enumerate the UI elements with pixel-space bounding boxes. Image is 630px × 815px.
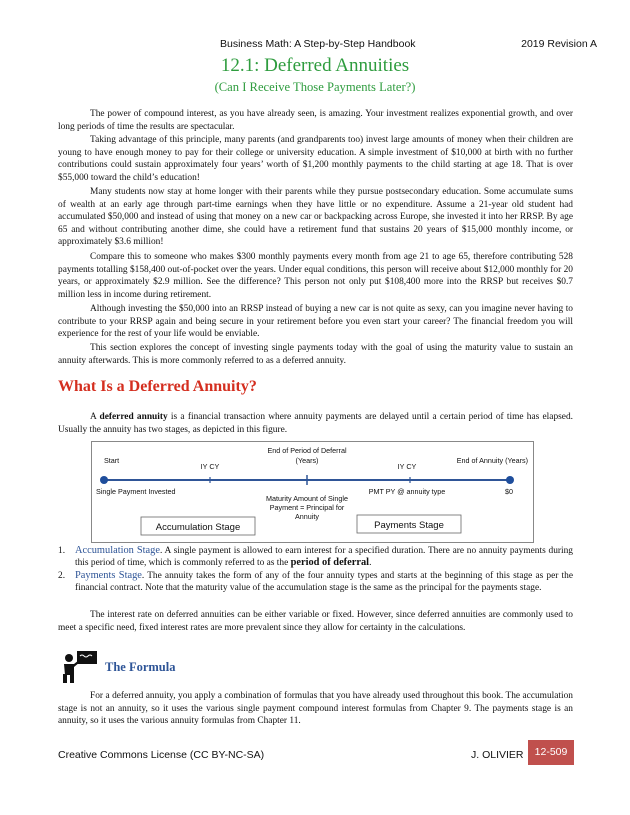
iy-cy-left-label: IY CY (200, 462, 220, 471)
stage-text: . A single payment is allowed to earn interest for a specified duration. There are no annuity payments during this period of time, which is commonly referred to as the (75, 546, 573, 569)
definition-pre: A (90, 412, 100, 422)
stage-term-accumulation: Accumulation Stage (75, 545, 160, 556)
stage-bold-term: period of deferral (290, 557, 370, 569)
footer-license: Creative Commons License (CC BY-NC-SA) (58, 749, 265, 761)
page-number-badge: 12-509 (528, 740, 574, 765)
deferred-annuity-timeline-figure (91, 441, 534, 543)
rate-note-paragraph: The interest rate on deferred annuities can be either variable or fixed. However, since deferred annuities are commonly used to meet a specific need, fixed interest rates are more prevalent since they allow for certainty in the calculations. (58, 610, 573, 633)
list-item (58, 570, 573, 595)
maturity-label-3: Annuity (295, 512, 319, 521)
accumulation-stage-label: Accumulation Stage (155, 522, 241, 533)
stage-term-payments: Payments Stage (75, 569, 142, 581)
section-title: 12.1: Deferred Annuities (220, 55, 410, 76)
intro-paragraph-4: Compare this to someone who makes $300 monthly payments every month from age 21 to age 65, therefore contributing 528 payments totalling $158,400 out-of-pocket over the years. Under equal conditions, this person will receive about $12,000 monthly for 20 years, or approximately $2.9 million. See the difference? This person not only put $108,400 more into the RRSP but receives $0.7 million less in income during retirement. (58, 252, 573, 300)
start-dot (100, 476, 108, 484)
header-book-title: Business Math: A Step-by-Step Handbook (220, 38, 416, 50)
end-dot (506, 476, 514, 484)
single-payment-label: Single Payment Invested (96, 487, 176, 496)
end-annuity-label: End of Annuity (Years) (456, 456, 528, 465)
end-deferral-label-2: (Years) (295, 456, 319, 465)
intro-paragraph-1: The power of compound interest, as you have already seen, is amazing. Your investment realizes exponential growth, and over long periods of time the results are spectacular. (58, 109, 573, 132)
formula-heading: The Formula (105, 660, 176, 674)
start-label: Start (104, 456, 120, 465)
zero-label: $0 (505, 487, 513, 496)
maturity-label-1: Maturity Amount of Single (266, 494, 348, 503)
formula-paragraph: For a deferred annuity, you apply a combination of formulas that you have already used throughout this book. The accumulation stage is not an annuity, so it uses the various single payment compound interest formulas from Chapter 9. The payments stage is an annuity, so it uses the various annuity formulas from Chapter 11. (58, 691, 573, 727)
section-subtitle: (Can I Receive Those Payments Later?) (214, 80, 416, 94)
header-revision: 2019 Revision A (521, 38, 597, 50)
intro-paragraph-6: This section explores the concept of investing single payments today with the goal of using the maturity value to sustain an annuity afterwards. This is more commonly referred to as a deferred annuity. (58, 343, 573, 366)
definition-post: is a financial transaction where annuity payments are delayed until a certain period of time has elapsed. Usually the annuity has two stages, as depicted in this figure. (58, 412, 573, 435)
teacher-at-board-icon (60, 650, 98, 684)
list-number: 2. (58, 570, 66, 581)
pmt-label: PMT PY @ annuity type (368, 487, 446, 496)
definition-paragraph (58, 411, 573, 436)
maturity-label-2: Payment = Principal for (269, 503, 345, 512)
end-deferral-label-1: End of Period of Deferral (267, 446, 347, 455)
intro-paragraph-3: Many students now stay at home longer with their parents while they pursue postsecondary education. Some accumulate sums of wealth at an early age through part-time earnings when they have little or no expenditure. Assume a 21-year old student had accumulated $50,000 and instead of using that money on a new car or backpacking across Europe, she invested it into her RRSP. By age 65 and without contributing another dime, she could have a retirement fund that sustains 20 years of $15,000 monthly income, or approximately $3.6 million! (58, 187, 573, 248)
intro-paragraph-5: Although investing the $50,000 into an RRSP instead of buying a new car is not quite as sexy, can you imagine never having to contribute to your RRSP again and being secure in your retirement before you even start your career? The financial freedom you will experience for the rest of your life would be enviable. (58, 304, 573, 340)
list-item (58, 545, 573, 570)
stages-list (58, 545, 573, 595)
iy-cy-right-label: IY CY (397, 462, 417, 471)
list-number: 1. (58, 546, 66, 556)
definition-term: deferred annuity (99, 412, 168, 422)
payments-stage-label: Payments Stage (374, 520, 444, 531)
stage-text: . The annuity takes the form of any of the four annuity types and starts at the beginning of this stage as per the financial contract. Note that the maturity value of the accumulation stage is the same as the principal for the payments stage. (75, 570, 573, 594)
stage-text-end: . (369, 558, 372, 569)
intro-paragraph-2: Taking advantage of this principle, many parents (and grandparents too) invest large amounts of money when their children are young to have enough money to pay for their college or university education. A simple investment of $10,000 at birth with no further contributions could sustain approximately four years’ worth of $1,200 monthly payments to the child starting at age 18. That is over $55,000 toward the child’s education! (58, 135, 573, 183)
what-is-heading: What Is a Deferred Annuity? (58, 378, 257, 395)
footer-author: J. OLIVIER (471, 749, 524, 761)
